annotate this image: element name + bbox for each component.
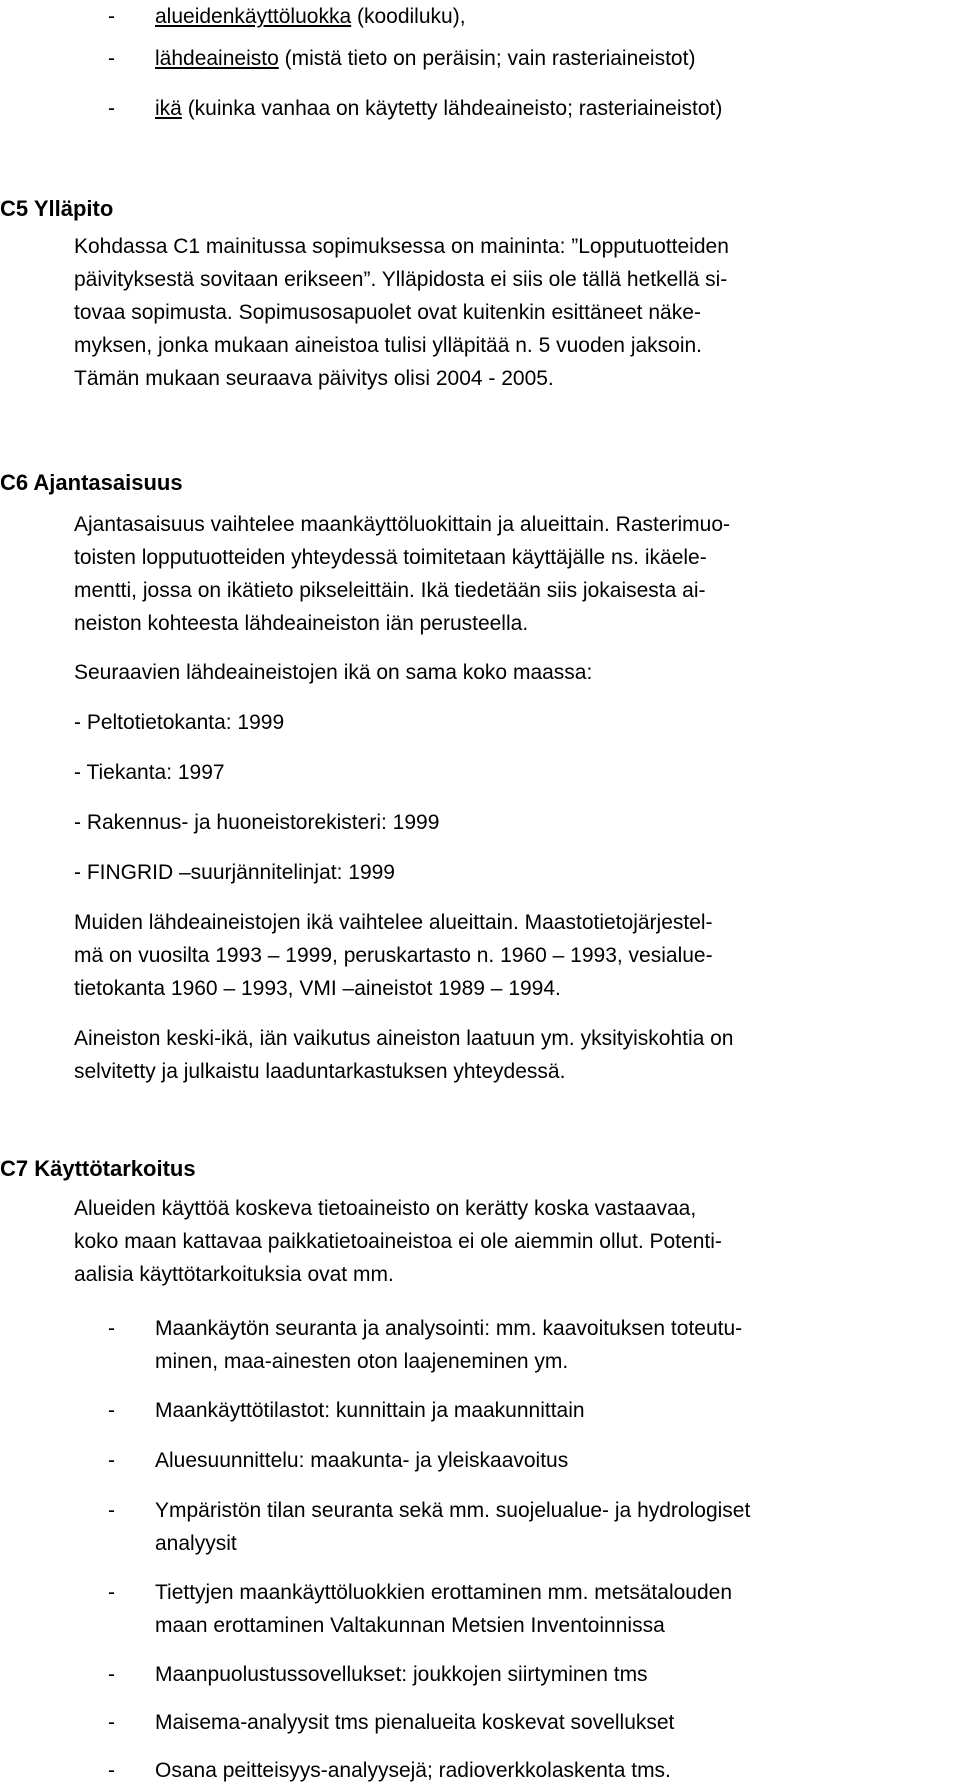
bullet-line: Maankäytön seuranta ja analysointi: mm. kaavoituksen toteutu- (155, 1317, 743, 1340)
bullet-dash: - (108, 1449, 115, 1472)
paragraph-line: aalisia käyttötarkoituksia ovat mm. (74, 1263, 394, 1286)
paragraph-line: Muiden lähdeaineistojen ikä vaihtelee alueittain. Maastotietojärjestel- (74, 911, 713, 934)
paragraph-line: selvitetty ja julkaistu laaduntarkastuksen yhteydessä. (74, 1060, 566, 1083)
paragraph-line: toisten lopputuotteiden yhteydessä toimitetaan käyttäjälle ns. ikäele- (74, 546, 707, 569)
paragraph-line: päivityksestä sovitaan erikseen”. Ylläpidosta ei siis ole tällä hetkellä si- (74, 268, 728, 291)
age-item: - Peltotietokanta: 1999 (74, 711, 285, 734)
list-item (155, 92, 722, 125)
bullet-dash: - (108, 1663, 115, 1686)
age-item: - Rakennus- ja huoneistorekisteri: 1999 (74, 811, 440, 834)
list-desc: (koodiluku), (351, 5, 466, 28)
list-item (155, 0, 466, 33)
bullet-line: Tiettyjen maankäyttöluokkien erottaminen mm. metsätalouden (155, 1581, 733, 1604)
list-item (155, 42, 695, 75)
list-dash: - (108, 47, 115, 70)
bullet-line: Maisema-analyysit tms pienalueita koskevat sovellukset (155, 1711, 675, 1734)
paragraph-line: mentti, jossa on ikätieto pikseleittäin. Ikä tiedetään siis jokaisesta ai- (74, 579, 706, 602)
bullet-dash: - (108, 1711, 115, 1734)
bullet-line: Osana peitteisyys-analyysejä; radioverkkolaskenta tms. (155, 1759, 671, 1782)
paragraph-line: neiston kohteesta lähdeaineiston iän perusteella. (74, 612, 529, 635)
paragraph-line: Aineiston keski-ikä, iän vaikutus aineiston laatuun ym. yksityiskohtia on (74, 1027, 734, 1050)
paragraph-line: Seuraavien lähdeaineistojen ikä on sama koko maassa: (74, 661, 593, 684)
bullet-line: Ympäristön tilan seuranta sekä mm. suojelualue- ja hydrologiset (155, 1499, 751, 1522)
paragraph-line: mä on vuosilta 1993 – 1999, peruskartasto n. 1960 – 1993, vesialue- (74, 944, 713, 967)
age-item: - FINGRID –suurjännitelinjat: 1999 (74, 861, 395, 884)
age-item: - Tiekanta: 1997 (74, 761, 225, 784)
bullet-dash: - (108, 1317, 115, 1340)
list-term: ikä (155, 97, 182, 120)
paragraph-line: Tämän mukaan seuraava päivitys olisi 2004 - 2005. (74, 367, 554, 390)
list-desc: (kuinka vanhaa on käytetty lähdeaineisto; rasteriaineistot) (181, 97, 723, 120)
list-term: lähdeaineisto (155, 47, 279, 70)
bullet-line: analyysit (155, 1532, 237, 1555)
paragraph-line: Ajantasaisuus vaihtelee maankäyttöluokittain ja alueittain. Rasterimuo- (74, 513, 731, 536)
paragraph-line: myksen, jonka mukaan aineistoa tulisi ylläpitää n. 5 vuoden jaksoin. (74, 334, 703, 357)
section-heading-c6: C6 Ajantasaisuus (0, 470, 183, 495)
bullet-dash: - (108, 1399, 115, 1422)
list-desc: (mistä tieto on peräisin; vain rasteriaineistot) (278, 47, 696, 70)
paragraph-line: koko maan kattavaa paikkatietoaineistoa ei ole aiemmin ollut. Potenti- (74, 1230, 722, 1253)
paragraph-line: tietokanta 1960 – 1993, VMI –aineistot 1989 – 1994. (74, 977, 561, 1000)
bullet-dash: - (108, 1759, 115, 1782)
list-dash: - (108, 97, 115, 120)
bullet-line: minen, maa-ainesten oton laajeneminen ym. (155, 1350, 569, 1373)
bullet-line: Maanpuolustussovellukset: joukkojen siirtyminen tms (155, 1663, 648, 1686)
list-term: alueidenkäyttöluokka (155, 5, 352, 28)
paragraph-line: tovaa sopimusta. Sopimusosapuolet ovat kuitenkin esittäneet näke- (74, 301, 701, 324)
paragraph-line: Alueiden käyttöä koskeva tietoaineisto on kerätty koska vastaavaa, (74, 1197, 697, 1220)
paragraph-line: Kohdassa C1 mainitussa sopimuksessa on maininta: ”Lopputuotteiden (74, 235, 729, 258)
bullet-dash: - (108, 1499, 115, 1522)
list-dash: - (108, 5, 115, 28)
section-heading-c7: C7 Käyttötarkoitus (0, 1156, 196, 1181)
bullet-dash: - (108, 1581, 115, 1604)
bullet-line: maan erottaminen Valtakunnan Metsien Inventoinnissa (155, 1614, 665, 1637)
bullet-line: Maankäyttötilastot: kunnittain ja maakunnittain (155, 1399, 585, 1422)
bullet-line: Aluesuunnittelu: maakunta- ja yleiskaavoitus (155, 1449, 569, 1472)
section-heading-c5: C5 Ylläpito (0, 196, 114, 221)
